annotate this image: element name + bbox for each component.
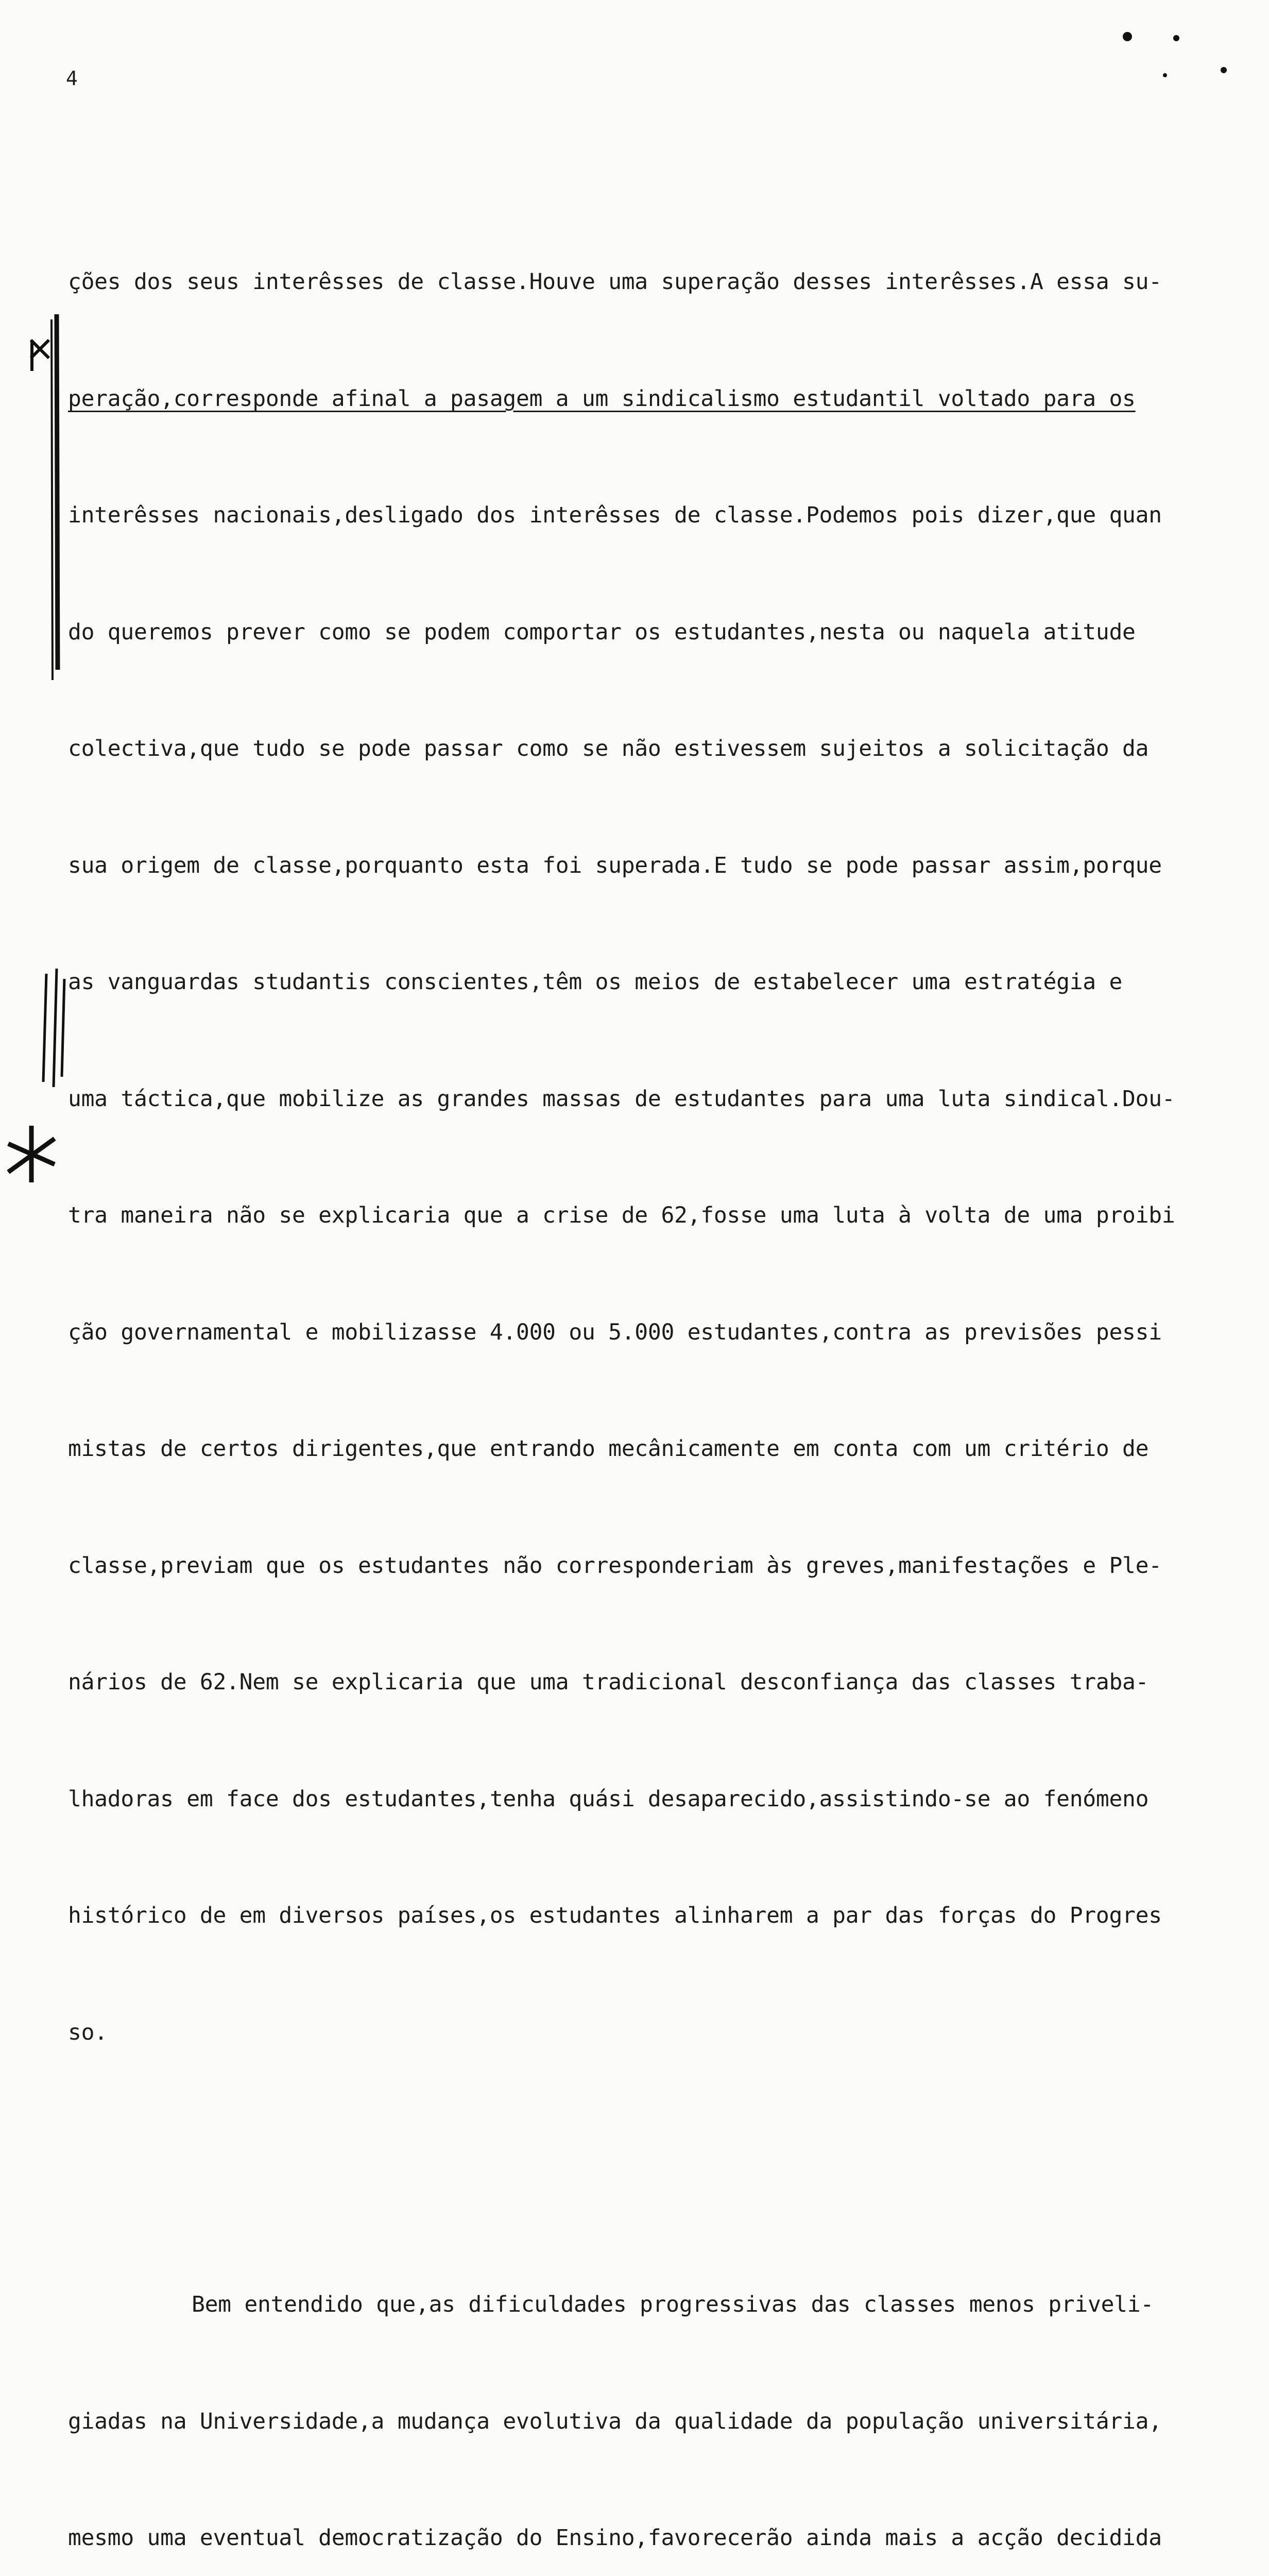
asterisk-mark [3, 1123, 60, 1185]
text-line: ção governamental e mobilizasse 4.000 ou 5.000 estudantes,contra as previsões pessi [68, 1319, 1162, 1345]
text-line: nários de 62.Nem se explicaria que uma tradicional desconfiança das classes traba- [68, 1669, 1149, 1695]
text-line: sua origem de classe,porquanto esta foi superada.E tudo se pode passar assim,porque [68, 852, 1162, 878]
text-line: Bem entendido que,as dificuldades progressivas das classes menos priveli- [192, 2292, 1154, 2317]
text-line: tra maneira não se explicaria que a crise de 62,fosse uma luta à volta de uma proibi [68, 1202, 1175, 1228]
text-line: lhadoras em face dos estudantes,tenha quási desaparecido,assistindo-se ao fenómeno [68, 1786, 1149, 1812]
text-line: ções dos seus interêsses de classe.Houve uma superação desses interêsses.A essa su- [68, 269, 1162, 295]
ink-dot [1123, 32, 1132, 41]
paragraph-1 [68, 185, 1227, 2130]
text-line: as vanguardas studantis conscientes,têm os meios de estabelecer uma estratégia e [68, 969, 1123, 995]
ink-dot [1221, 67, 1227, 73]
text-line: mistas de certos dirigentes,que entrando mecânicamente em conta com um critério de [68, 1436, 1149, 1462]
paragraph-2 [68, 2208, 1227, 2576]
ink-dot [1163, 73, 1167, 77]
text-line: peração,corresponde afinal a pasagem a um sindicalismo estudantil voltado para os [68, 385, 1136, 412]
document-body [68, 107, 1227, 2576]
text-line: interêsses nacionais,desligado dos interêsses de classe.Podemos pois dizer,que quan [68, 502, 1162, 528]
text-line: giadas na Universidade,a mudança evolutiva da qualidade da população universitária, [68, 2408, 1162, 2434]
text-line: mesmo uma eventual democratização do Ensino,favorecerão ainda mais a acção decidida [68, 2525, 1162, 2551]
text-line: colectiva,que tudo se pode passar como se não estivessem sujeitos a solicitação da [68, 736, 1149, 761]
margin-bracket-mark [21, 309, 67, 690]
text-line: so. [68, 2019, 108, 2045]
margin-double-stroke-mark [36, 969, 72, 1092]
page-number: 4 [66, 67, 78, 90]
text-line: uma táctica,que mobilize as grandes massas de estudantes para uma luta sindical.Dou- [68, 1086, 1175, 1112]
ink-dot [1173, 35, 1179, 41]
text-line: do queremos prever como se podem comportar os estudantes,nesta ou naquela atitude [68, 619, 1136, 645]
text-line: histórico de em diversos países,os estudantes alinharem a par das forças do Progres [68, 1903, 1162, 1928]
text-line: classe,previam que os estudantes não corresponderiam às greves,manifestações e Ple- [68, 1552, 1162, 1579]
